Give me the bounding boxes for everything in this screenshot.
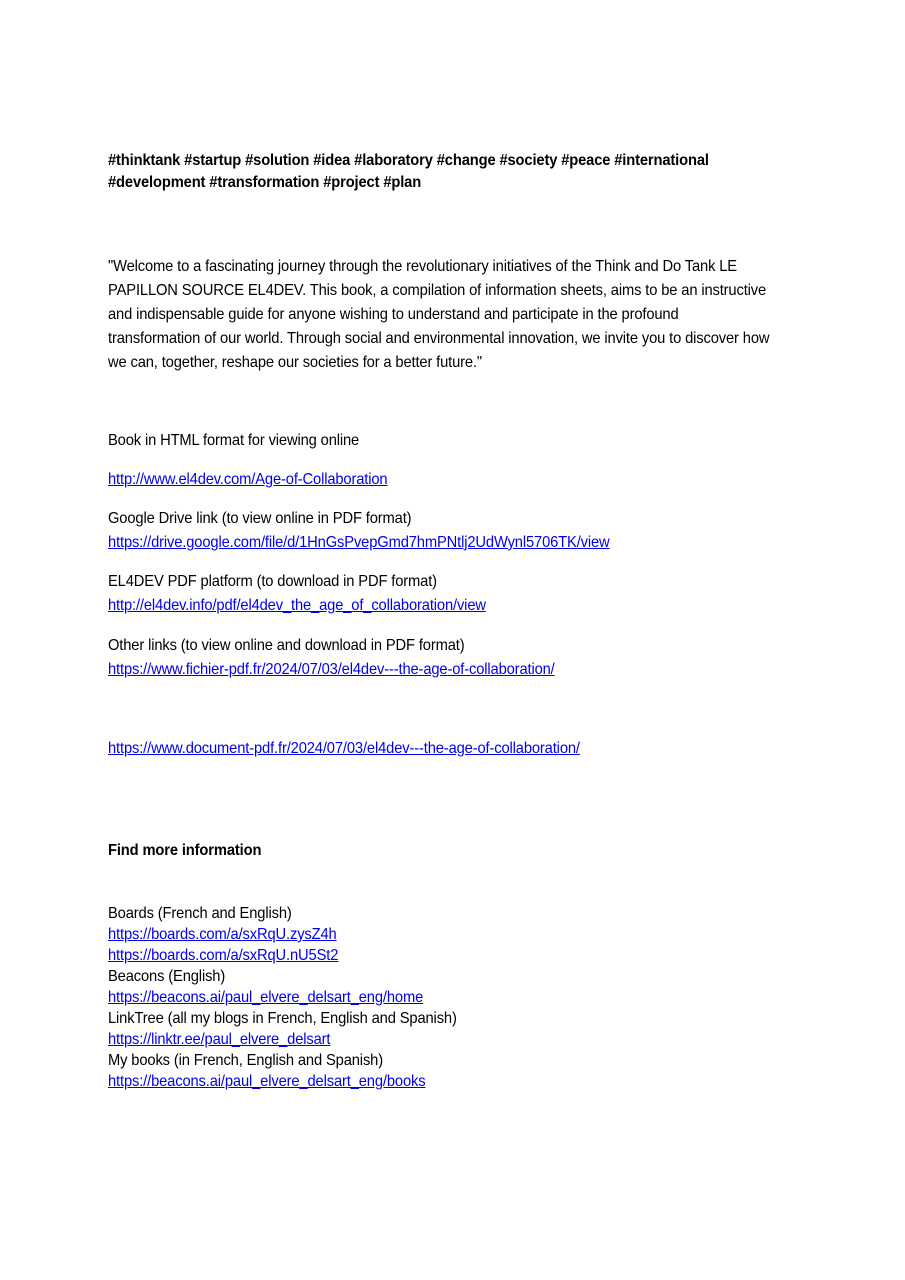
beacons-link[interactable]: https://beacons.ai/paul_elvere_delsart_eng/home	[108, 989, 424, 1006]
more-info-heading: Find more information	[108, 842, 262, 859]
html-book-label: Book in HTML format for viewing online	[108, 432, 360, 449]
intro-line-5: we can, together, reshape our societies for a better future."	[108, 354, 483, 371]
intro-line-4: transformation of our world. Through social and environmental innovation, we invite you to discover how	[108, 330, 770, 347]
boards-label: Boards (French and English)	[108, 905, 292, 922]
books-label: My books (in French, English and Spanish)	[108, 1052, 383, 1069]
books-link[interactable]: https://beacons.ai/paul_elvere_delsart_eng/books	[108, 1073, 426, 1090]
linktree-label: LinkTree (all my blogs in French, English and Spanish)	[108, 1010, 457, 1027]
drive-label: Google Drive link (to view online in PDF format)	[108, 510, 412, 527]
intro-line-3: and indispensable guide for anyone wishing to understand and participate in the profound	[108, 306, 679, 323]
other-links-label: Other links (to view online and download in PDF format)	[108, 637, 465, 654]
drive-link[interactable]: https://drive.google.com/file/d/1HnGsPvepGmd7hmPNtlj2UdWynl5706TK/view	[108, 534, 610, 551]
boards-link-2[interactable]: https://boards.com/a/sxRqU.nU5St2	[108, 947, 339, 964]
fichier-pdf-link[interactable]: https://www.fichier-pdf.fr/2024/07/03/el4dev---the-age-of-collaboration/	[108, 661, 555, 678]
linktree-link[interactable]: https://linktr.ee/paul_elvere_delsart	[108, 1031, 331, 1048]
intro-line-2: PAPILLON SOURCE EL4DEV. This book, a compilation of information sheets, aims to be an instructive	[108, 282, 767, 299]
hashtags-line-2: #development #transformation #project #plan	[108, 174, 422, 191]
boards-link-1[interactable]: https://boards.com/a/sxRqU.zysZ4h	[108, 926, 337, 943]
html-book-link[interactable]: http://www.el4dev.com/Age-of-Collaboration	[108, 471, 388, 488]
document-pdf-link[interactable]: https://www.document-pdf.fr/2024/07/03/el4dev---the-age-of-collaboration/	[108, 740, 580, 757]
intro-line-1: "Welcome to a fascinating journey through the revolutionary initiatives of the Think and Do Tank LE	[108, 258, 737, 275]
beacons-label: Beacons (English)	[108, 968, 226, 985]
platform-label: EL4DEV PDF platform (to download in PDF format)	[108, 573, 437, 590]
platform-link[interactable]: http://el4dev.info/pdf/el4dev_the_age_of_collaboration/view	[108, 597, 486, 614]
hashtags-line-1: #thinktank #startup #solution #idea #laboratory #change #society #peace #international	[108, 152, 709, 169]
